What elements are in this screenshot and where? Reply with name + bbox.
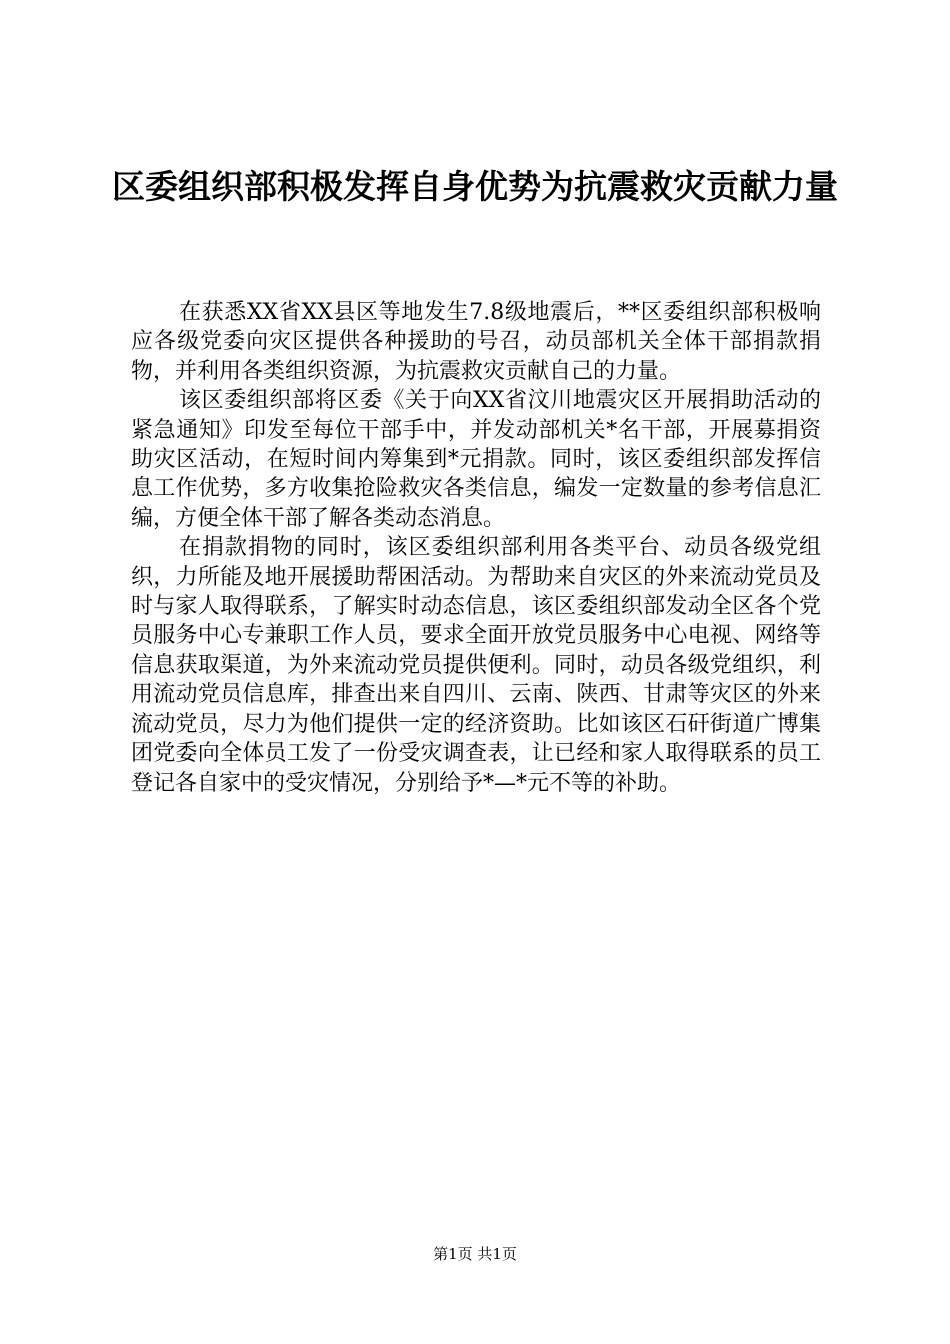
paragraph-3: 在捐款捐物的同时，该区委组织部利用各类平台、动员各级党组织，力所能及地开展援助帮困活动。为帮助来自灾区的外来流动党员及时与家人取得联系，了解实时动态信息，该区委组织部发动全区各个党员服务中心专兼职工作人员，要求全面开放党员服务中心电视、网络等信息获取渠道，为外来流动党员提供便利。同时，动员各级党组织，利用流动党员信息库，排查出来自四川、云南、陕西、甘肃等灾区的外来流动党员，尽力为他们提供一定的经济资助。比如该区石矸街道广博集团党委向全体员工发了一份受灾调查表，让已经和家人取得联系的员工登记各自家中的受灾情况，分别给予*—*元不等的补助。: [131, 535, 821, 796]
document-title: 区委组织部积极发挥自身优势为抗震救灾贡献力量: [112, 167, 838, 206]
paragraph-1: 在获悉XX省XX县区等地发生7.8级地震后，**区委组织部积极响应各级党委向灾区提供各种援助的号召，动员部机关全体干部捐款捐物，并利用各类组织资源，为抗震救灾贡献自己的力量。: [131, 300, 821, 384]
page-number-footer: 第1页 共1页: [433, 1245, 517, 1263]
paragraph-2: 该区委组织部将区委《关于向XX省汶川地震灾区开展捐助活动的紧急通知》印发至每位干部手中，并发动部机关*名干部，开展募捐资助灾区活动，在短时间内筹集到*元捐款。同时，该区委组织部发挥信息工作优势，多方收集抢险救灾各类信息，编发一定数量的参考信息汇编，方便全体干部了解各类动态消息。: [131, 388, 821, 531]
document-body: [131, 298, 821, 798]
